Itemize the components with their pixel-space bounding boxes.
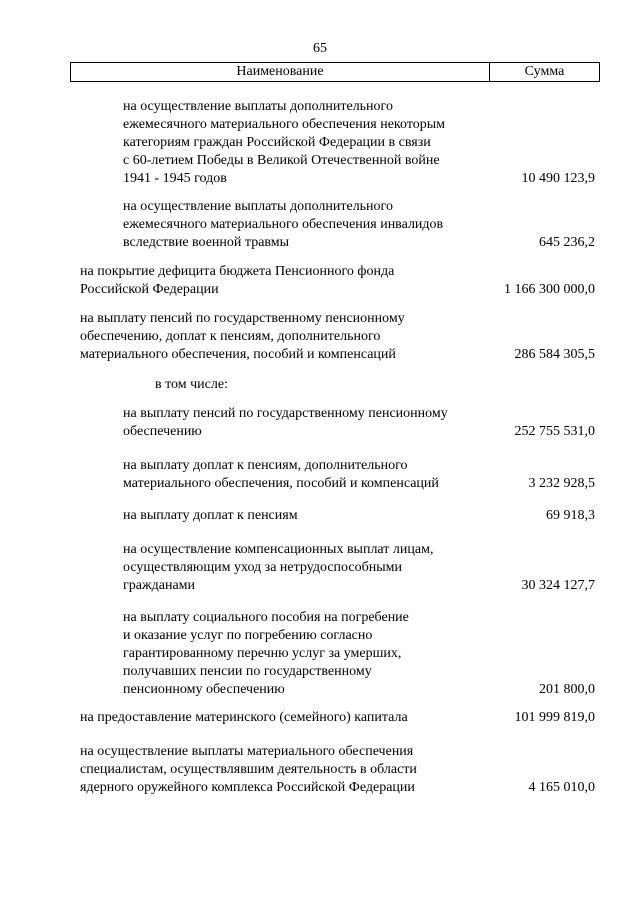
row-name: на покрытие дефицита бюджета Пенсионного фонда Российской Федерации	[80, 264, 395, 297]
table-row	[0, 609, 640, 699]
row-name: на выплату пенсий по государственному пенсионному обеспечению	[123, 406, 448, 439]
row-amount: 252 755 531,0	[514, 424, 595, 439]
row-amount: 30 324 127,7	[521, 578, 595, 593]
row-name: на выплату доплат к пенсиям	[123, 508, 298, 523]
table-row	[0, 457, 640, 493]
table-row	[0, 743, 640, 797]
table-row	[0, 376, 640, 394]
table-row	[0, 541, 640, 595]
table-row	[0, 507, 640, 525]
table-header	[70, 62, 600, 82]
row-name: на осуществление выплаты дополнительного ежемесячного материального обеспечения инвалидов вследствие военной травмы	[123, 199, 444, 250]
row-name: на предоставление материнского (семейного) капитала	[80, 710, 408, 725]
row-amount: 286 584 305,5	[514, 347, 595, 362]
row-amount: 69 918,3	[546, 508, 595, 523]
header-name-column: Наименование	[71, 63, 490, 81]
row-amount: 3 232 928,5	[528, 476, 595, 491]
row-amount: 645 236,2	[539, 235, 595, 250]
row-name: на осуществление компенсационных выплат лицам, осуществляющим уход за нетрудоспособными гражданами	[123, 542, 434, 593]
row-name: на осуществление выплаты материального обеспечения специалистам, осуществлявшим деятельность в области ядерного оружейного комплекса Российской Федерации	[80, 744, 417, 795]
row-amount: 1 166 300 000,0	[504, 282, 595, 297]
header-sum-column: Сумма	[524, 64, 565, 79]
row-name: на выплату доплат к пенсиям, дополнительного материального обеспечения, пособий и компенсаций	[123, 458, 439, 491]
row-amount: 10 490 123,9	[521, 171, 595, 186]
row-name: в том числе:	[155, 377, 228, 392]
page-number: 65	[313, 41, 327, 56]
table-row	[0, 310, 640, 364]
row-amount: 201 800,0	[539, 682, 595, 697]
row-amount: 4 165 010,0	[528, 780, 595, 795]
row-name: на осуществление выплаты дополнительного ежемесячного материального обеспечения некоторым категориям граждан Российской Федерации в связи с 60-летием Победы в Великой Отечественной войне 1941 - 1945 годов	[123, 99, 446, 186]
table-row	[0, 405, 640, 441]
table-row	[0, 198, 640, 252]
row-name: на выплату пенсий по государственному пенсионному обеспечению, доплат к пенсиям, дополнительного материального обеспечения, пособий и компенсаций	[80, 311, 405, 362]
table-row	[0, 263, 640, 299]
table-row	[0, 98, 640, 188]
row-name: на выплату социального пособия на погребение и оказание услуг по погребению согласно гарантированному перечню услуг за умерших, получавших пенсии по государственному пенсионному обеспечению	[123, 610, 409, 697]
row-amount: 101 999 819,0	[514, 710, 595, 725]
table-row	[0, 709, 640, 727]
